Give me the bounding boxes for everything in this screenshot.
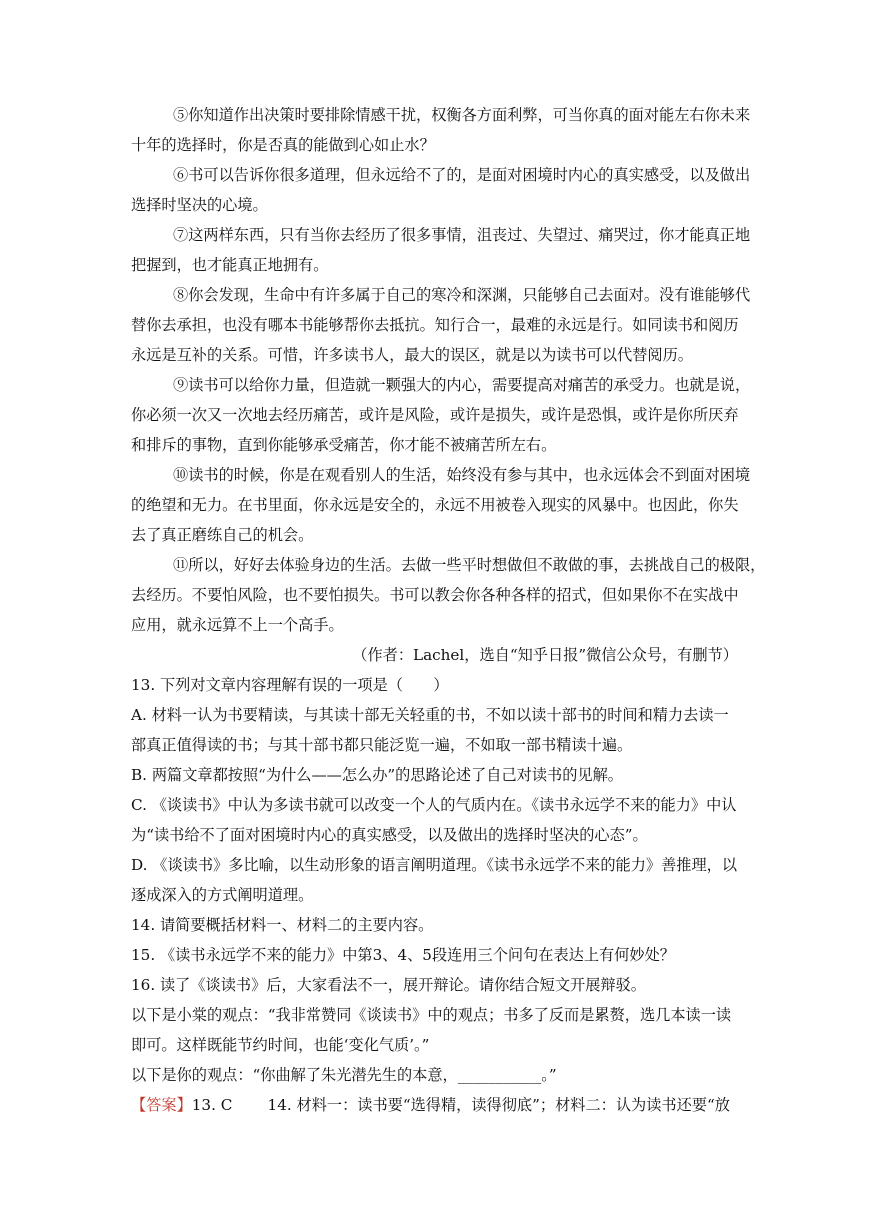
- question-13-stem: 13. 下列对文章内容理解有误的一项是（ ）: [131, 676, 449, 694]
- paragraph-10-line-1: ⑩读书的时候，你是在观看别人的生活，始终没有参与其中，也永远体会不到面对困境: [173, 466, 751, 484]
- paragraph-7-line-1: ⑦这两样东西，只有当你去经历了很多事情，沮丧过、失望过、痛哭过，你才能真正地: [173, 226, 751, 244]
- paragraph-9-line-1: ⑨读书可以给你力量，但造就一颗强大的内心，需要提高对痛苦的承受力。也就是说，: [173, 376, 751, 394]
- author-note: （作者：Lachel，选自“知乎日报”微信公众号，有删节）: [352, 646, 738, 664]
- paragraph-8-line-1: ⑧你会发现，生命中有许多属于自己的寒冷和深渊，只能够自己去面对。没有谁能够代: [173, 286, 751, 304]
- paragraph-6-line-2: 选择时坚决的心境。: [131, 196, 268, 214]
- question-16-view-a-line-2: 即可。这样既能节约时间，也能‘变化气质’。”: [131, 1036, 430, 1054]
- paragraph-8-line-2: 替你去承担，也没有哪本书能够帮你去抵抗。知行合一，最难的永远是行。如同读书和阅历: [131, 316, 739, 334]
- question-16-view-b: 以下是你的观点：“你曲解了朱光潜先生的本意，___________。”: [131, 1066, 557, 1084]
- paragraph-8-line-3: 永远是互补的关系。可惜，许多读书人，最大的误区，就是以为读书可以代替阅历。: [131, 346, 693, 364]
- paragraph-7-line-2: 把握到，也才能真正地拥有。: [131, 256, 329, 274]
- option-d-line-2: 逐成深入的方式阐明道理。: [131, 886, 314, 904]
- paragraph-6-line-1: ⑥书可以告诉你很多道理，但永远给不了的，是面对困境时内心的真实感受，以及做出: [173, 166, 751, 184]
- paragraph-9-line-3: 和排斥的事物，直到你能够承受痛苦，你才能不被痛苦所左右。: [131, 436, 557, 454]
- question-16-stem: 16. 读了《谈读书》后，大家看法不一，展开辩论。请你结合短文开展辩驳。: [131, 976, 646, 994]
- option-c-line-1: C. 《谈读书》中认为多读书就可以改变一个人的气质内在。《读书永远学不来的能力》中认: [131, 796, 737, 814]
- paragraph-10-line-3: 去了真正磨练自己的机会。: [131, 526, 314, 544]
- option-c-line-2: 为“读书给不了面对困境时内心的真实感受，以及做出的选择时坚决的心态”。: [131, 826, 648, 844]
- paragraph-5-line-2: 十年的选择时，你是否真的能做到心如止水？: [131, 136, 435, 154]
- paragraph-5-line-1: ⑤你知道作出决策时要排除情感干扰，权衡各方面利弊，可当你真的面对能左右你未来: [173, 106, 751, 124]
- answer-tag: 【答案】: [131, 1096, 192, 1114]
- paragraph-11-line-1: ⑪所以，好好去体验身边的生活。去做一些平时想做但不敢做的事，去挑战自己的极限，: [173, 556, 766, 574]
- option-a-line-2: 部真正值得读的书；与其十部书都只能泛览一遍，不如取一部书精读十遍。: [131, 736, 633, 754]
- question-16-view-a-line-1: 以下是小棠的观点：“我非常赞同《谈读书》中的观点；书多了反而是累赘，选几本读一读: [131, 1006, 732, 1024]
- option-b-line-1: B. 两篇文章都按照“为什么——怎么办”的思路论述了自己对读书的见解。: [131, 766, 623, 784]
- question-15: 15. 《读书永远学不来的能力》中第3、4、5段连用三个问句在表达上有何妙处？: [131, 946, 675, 964]
- option-d-line-1: D. 《谈读书》多比喻，以生动形象的语言阐明道理。《读书永远学不来的能力》善推理，以: [131, 856, 738, 874]
- paragraph-9-line-2: 你必须一次又一次地去经历痛苦，或许是风险，或许是损失，或许是恐惧，或许是你所厌弃: [131, 406, 739, 424]
- paragraph-11-line-2: 去经历。不要怕风险，也不要怕损失。书可以教会你各种各样的招式，但如果你不在实战中: [131, 586, 739, 604]
- answer-line: [0, 1095, 869, 1115]
- option-a-line-1: A. 材料一认为书要精读，与其读十部无关轻重的书，不如以读十部书的时间和精力去读一: [131, 706, 729, 724]
- paragraph-11-line-3: 应用，就永远算不上一个高手。: [131, 616, 344, 634]
- answer-text: 13. C 14. 材料一：读书要“选得精，读得彻底”；材料二：认为读书还要“放: [191, 1096, 730, 1114]
- question-14: 14. 请简要概括材料一、材料二的主要内容。: [131, 916, 434, 934]
- paragraph-10-line-2: 的绝望和无力。在书里面，你永远是安全的，永远不用被卷入现实的风暴中。也因此，你失: [131, 496, 739, 514]
